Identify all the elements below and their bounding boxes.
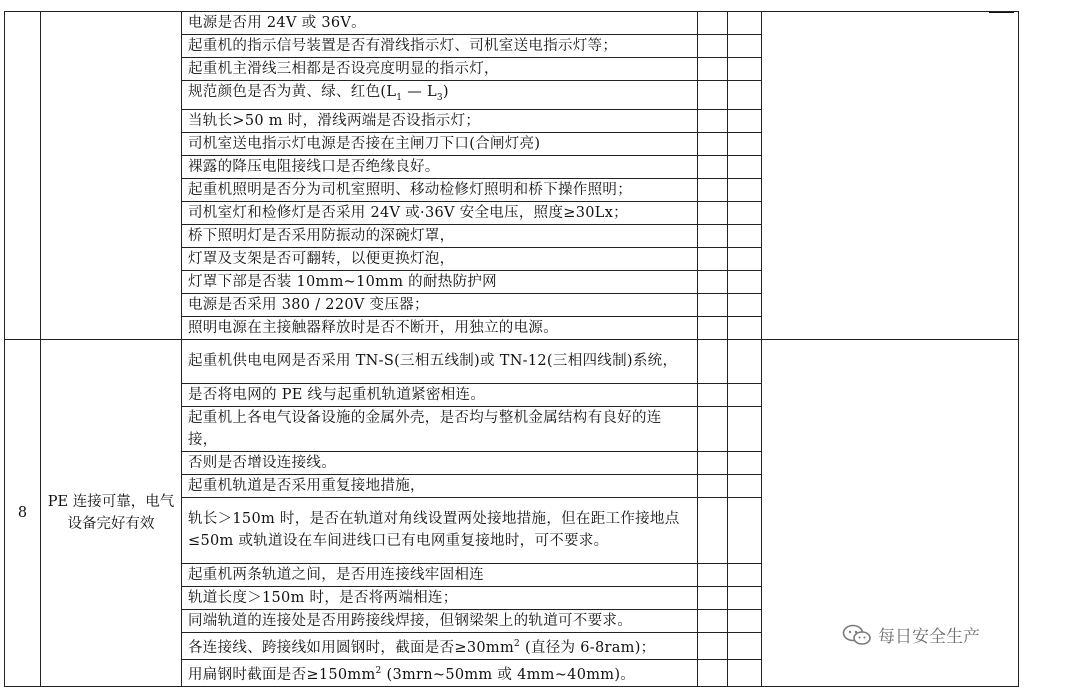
check-cell xyxy=(698,109,728,132)
check-cell xyxy=(698,58,728,81)
content-cell: 司机室送电指示灯电源是否接在主闸刀下口(合闸灯亮) xyxy=(182,132,698,155)
content-cell: 裸露的降压电阻接线口是否绝缘良好。 xyxy=(182,155,698,178)
color-spec-prefix: 规范颜色是否为黄、绿、红色(L xyxy=(188,84,397,100)
check-cell xyxy=(728,155,762,178)
squared-superscript: 2 xyxy=(375,665,382,676)
content-cell-round-steel xyxy=(182,632,698,659)
check-cell xyxy=(728,132,762,155)
item-name: PE 连接可靠，电气设备完好有效 xyxy=(47,493,175,532)
check-cell xyxy=(698,659,728,686)
round-steel-diameter: (直径为 6-8ram)； xyxy=(524,639,656,656)
content-cell: 灯罩及支架是否可翻转，以便更换灯泡， xyxy=(182,247,698,270)
content-cell: 起重机上各电气设备设施的金属外壳，是否均与整机金属结构有良好的连接， xyxy=(182,406,698,451)
check-cell xyxy=(698,201,728,224)
inspection-checklist-table xyxy=(4,11,1019,687)
check-cell xyxy=(728,109,762,132)
content-cell-flat-steel xyxy=(182,659,698,686)
content-cell: 桥下照明灯是否采用防振动的深碗灯罩， xyxy=(182,224,698,247)
check-cell xyxy=(728,563,762,586)
seq-cell-empty xyxy=(5,12,41,340)
table-row xyxy=(5,12,1019,35)
note-cell xyxy=(762,12,1019,340)
phase-subscript-1: 1 xyxy=(396,92,403,103)
content-cell: 起重机主滑线三相都是否设亮度明显的指示灯， xyxy=(182,58,698,81)
check-cell xyxy=(728,497,762,563)
content-cell: 起重机轨道是否采用重复接地措施， xyxy=(182,474,698,497)
content-cell: 当轨长>50 m 时，滑线两端是否设指示灯； xyxy=(182,109,698,132)
content-cell: 轨长＞150m 时，是否在轨道对角线设置两处接地措施，但在距工作接地点≤50m 或轨道设在车间进线口已有电网重复接地时，可不要求。 xyxy=(182,497,698,563)
check-cell xyxy=(728,247,762,270)
color-spec-mid: — L xyxy=(402,84,437,100)
check-cell xyxy=(728,383,762,406)
check-cell xyxy=(698,316,728,339)
check-cell xyxy=(698,12,728,35)
round-steel-text: 各连接线、跨接线如用圆钢时，截面是否≥30mm xyxy=(188,639,514,656)
content-cell: 起重机两条轨道之间，是否用连接线牢固相连 xyxy=(182,563,698,586)
content-cell: 同端轨道的连接处是否用跨接线焊接，但钢梁架上的轨道可不要求。 xyxy=(182,609,698,632)
flat-steel-size: (3mrn~50mm 或 4mm~40mm)。 xyxy=(386,666,636,683)
check-cell xyxy=(698,293,728,316)
content-cell: 轨道长度＞150m 时，是否将两端相连； xyxy=(182,586,698,609)
check-cell xyxy=(698,132,728,155)
content-cell: 司机室灯和检修灯是否采用 24V 或·36V 安全电压，照度≥30Lx； xyxy=(182,201,698,224)
content-cell: 起重机供电电网是否采用 TN-S(三相五线制)或 TN-12(三相四线制)系统， xyxy=(182,339,698,383)
wechat-icon xyxy=(842,624,872,646)
watermark-text: 每日安全生产 xyxy=(878,627,980,647)
check-cell xyxy=(698,270,728,293)
content-cell: 否则是否增设连接线。 xyxy=(182,451,698,474)
content-cell: 电源是否用 24V 或 36V。 xyxy=(182,12,698,35)
item-name-cell xyxy=(41,339,182,686)
check-cell xyxy=(728,178,762,201)
check-cell xyxy=(728,35,762,58)
phase-subscript-3: 3 xyxy=(436,92,443,103)
check-cell xyxy=(728,474,762,497)
check-cell xyxy=(728,81,762,110)
check-cell xyxy=(728,586,762,609)
flat-steel-text: 用扁钢时截面是否≥150mm xyxy=(188,666,376,683)
content-cell: 灯罩下部是否装 10mm~10mm 的耐热防护网 xyxy=(182,270,698,293)
color-spec-suffix: ) xyxy=(442,84,449,100)
check-cell xyxy=(728,270,762,293)
content-cell: 起重机的指示信号装置是否有滑线指示灯、司机室送电指示灯等； xyxy=(182,35,698,58)
check-cell xyxy=(728,58,762,81)
check-cell xyxy=(728,339,762,383)
table-row xyxy=(5,339,1019,383)
check-cell xyxy=(698,609,728,632)
check-cell xyxy=(728,451,762,474)
check-cell xyxy=(698,35,728,58)
check-cell xyxy=(728,12,762,35)
check-cell xyxy=(698,81,728,110)
check-cell xyxy=(698,451,728,474)
check-cell xyxy=(698,383,728,406)
check-cell xyxy=(728,201,762,224)
watermark xyxy=(842,622,980,647)
check-cell xyxy=(698,178,728,201)
check-cell xyxy=(728,224,762,247)
content-cell: 是否将电网的 PE 线与起重机轨道紧密相连。 xyxy=(182,383,698,406)
check-cell xyxy=(698,406,728,451)
check-cell xyxy=(728,632,762,659)
check-cell xyxy=(698,586,728,609)
check-cell xyxy=(728,659,762,686)
check-cell xyxy=(698,247,728,270)
item-cell-empty xyxy=(41,12,182,340)
content-cell: 电源是否采用 380 / 220V 变压器； xyxy=(182,293,698,316)
squared-superscript: 2 xyxy=(514,638,521,649)
check-cell xyxy=(698,563,728,586)
check-cell xyxy=(698,224,728,247)
check-cell xyxy=(698,632,728,659)
seq-number: 8 xyxy=(5,339,41,686)
check-cell xyxy=(728,316,762,339)
content-cell: 照明电源在主接触器释放时是否不断开，用独立的电源。 xyxy=(182,316,698,339)
check-cell xyxy=(728,609,762,632)
content-cell: 起重机照明是否分为司机室照明、移动检修灯照明和桥下操作照明； xyxy=(182,178,698,201)
check-cell xyxy=(698,339,728,383)
check-cell xyxy=(698,474,728,497)
content-cell-color-spec xyxy=(182,81,698,110)
check-cell xyxy=(728,406,762,451)
check-cell xyxy=(698,155,728,178)
check-cell xyxy=(698,497,728,563)
check-cell xyxy=(728,293,762,316)
